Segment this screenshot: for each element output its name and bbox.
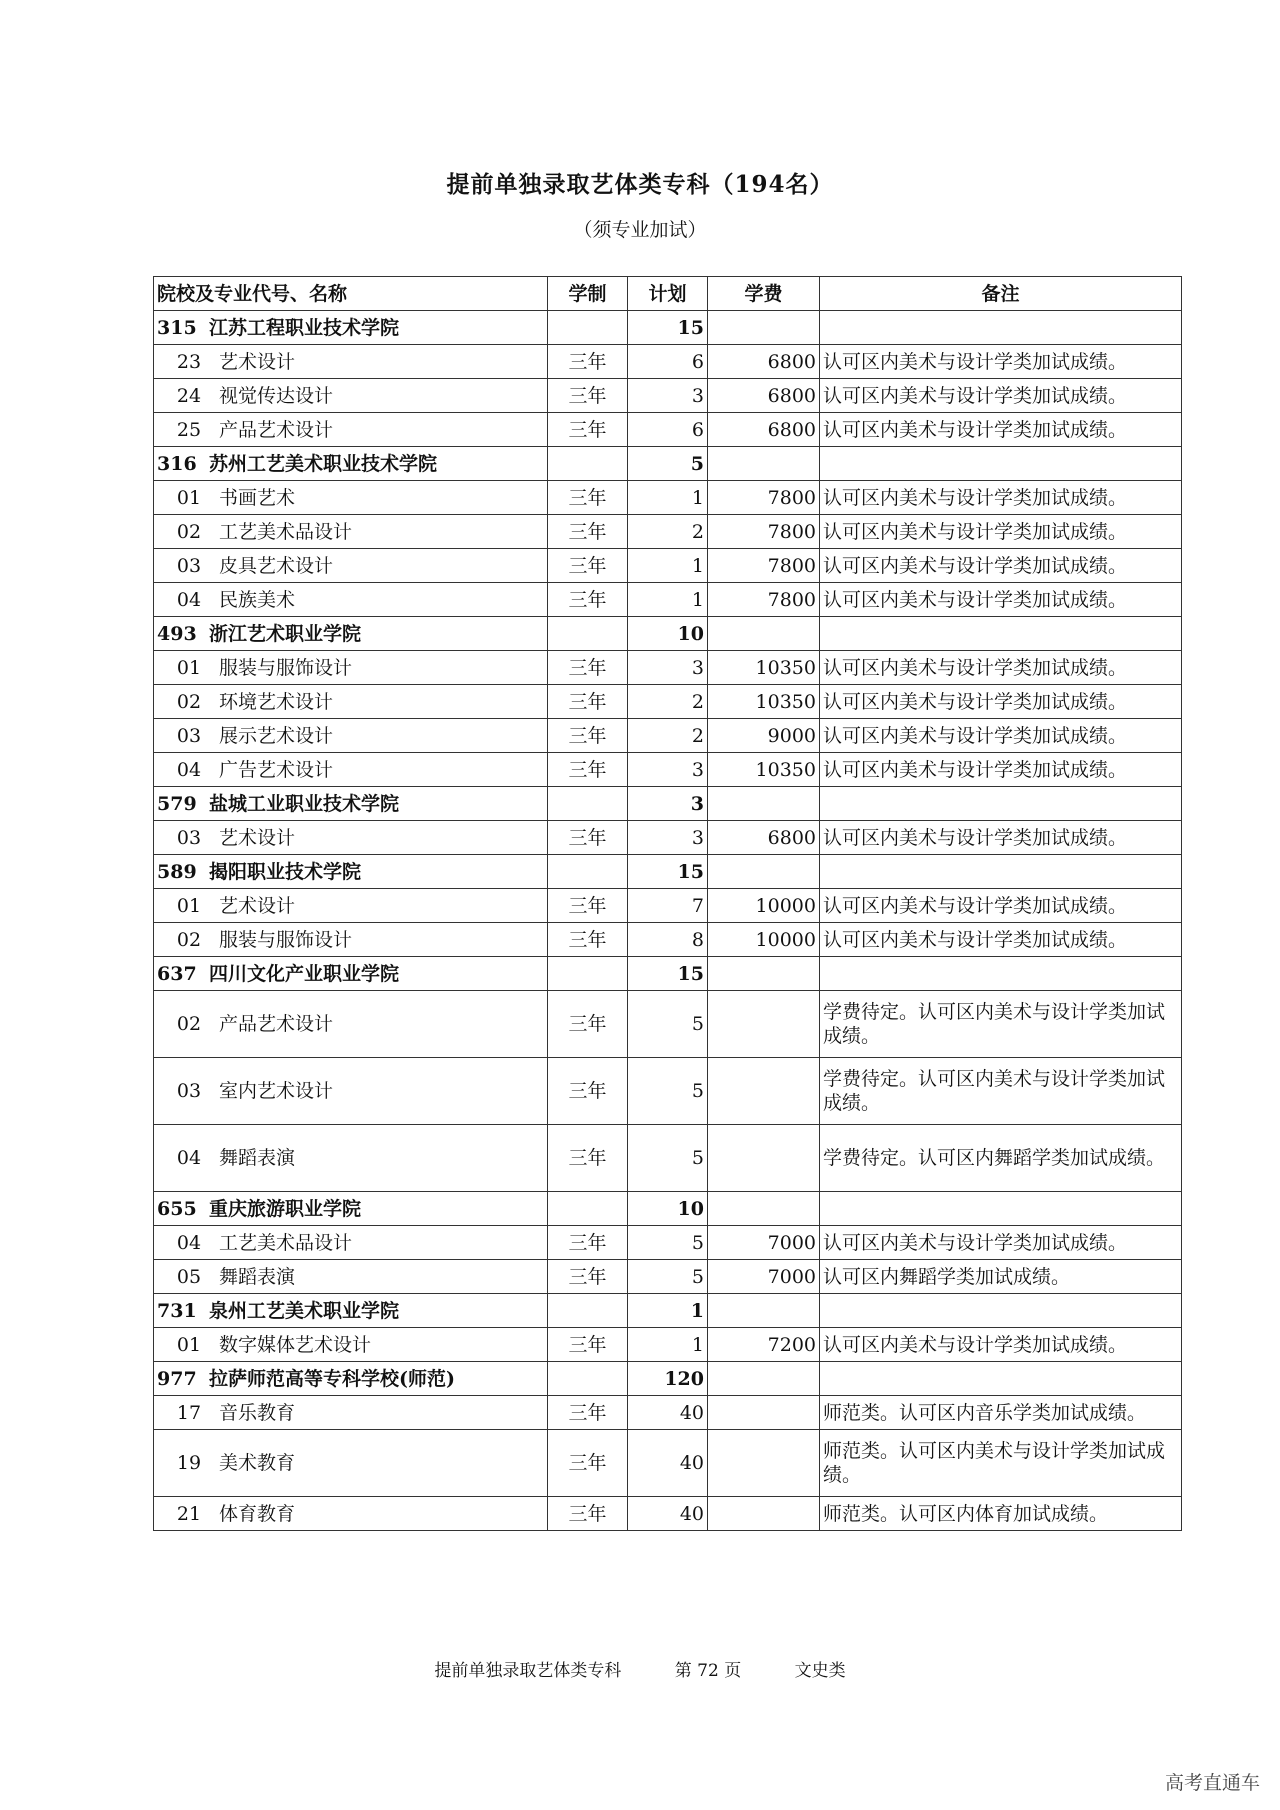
- major-code: 01: [176, 894, 202, 917]
- note-cell: 认可区内美术与设计学类加试成绩。: [820, 923, 1182, 957]
- name-cell: [154, 379, 548, 413]
- major-name: 音乐教育: [219, 1401, 296, 1424]
- note-cell: 师范类。认可区内音乐学类加试成绩。: [820, 1396, 1182, 1430]
- major-name: 书画艺术: [219, 486, 296, 509]
- fee-cell: 7800: [708, 481, 820, 515]
- major-row: [154, 379, 1182, 413]
- watermark: 高考直通车: [1164, 1772, 1260, 1794]
- school-row: [154, 311, 1182, 345]
- major-row: [154, 345, 1182, 379]
- school-code: 637: [157, 962, 197, 985]
- length-cell: 三年: [548, 1260, 628, 1294]
- plan-cell: 1: [628, 549, 708, 583]
- name-cell: [154, 447, 548, 481]
- plan-cell: 5: [628, 991, 708, 1058]
- fee-cell: 6800: [708, 821, 820, 855]
- major-name: 室内艺术设计: [219, 1080, 334, 1102]
- name-cell: [154, 1058, 548, 1125]
- major-code: 25: [176, 418, 202, 441]
- school-row: [154, 447, 1182, 481]
- major-name: 舞蹈表演: [219, 1265, 296, 1288]
- plan-cell: 15: [628, 855, 708, 889]
- major-row: [154, 413, 1182, 447]
- column-header-note: 备注: [820, 277, 1182, 311]
- name-cell: [154, 719, 548, 753]
- plan-cell: 2: [628, 685, 708, 719]
- length-cell: 三年: [548, 651, 628, 685]
- plan-cell: 6: [628, 413, 708, 447]
- school-row: [154, 1192, 1182, 1226]
- major-name: 皮具艺术设计: [219, 554, 334, 577]
- major-code: 03: [176, 724, 202, 747]
- length-cell: 三年: [548, 1058, 628, 1125]
- note-cell: 认可区内美术与设计学类加试成绩。: [820, 1328, 1182, 1362]
- note-cell: 认可区内美术与设计学类加试成绩。: [820, 685, 1182, 719]
- major-name: 舞蹈表演: [219, 1147, 296, 1169]
- table-body: [154, 311, 1182, 1531]
- fee-cell: [708, 447, 820, 481]
- note-cell: 认可区内美术与设计学类加试成绩。: [820, 515, 1182, 549]
- length-cell: 三年: [548, 1497, 628, 1531]
- plan-cell: 15: [628, 957, 708, 991]
- note-cell: [820, 447, 1182, 481]
- name-cell: [154, 481, 548, 515]
- plan-cell: 40: [628, 1396, 708, 1430]
- name-cell: [154, 1396, 548, 1430]
- plan-cell: 3: [628, 821, 708, 855]
- school-name: 揭阳职业技术学院: [209, 860, 362, 883]
- major-code: 01: [176, 1333, 202, 1356]
- school-code: 977: [157, 1367, 197, 1390]
- major-code: 02: [176, 690, 202, 713]
- length-cell: 三年: [548, 753, 628, 787]
- major-code: 01: [176, 486, 202, 509]
- major-code: 02: [176, 1013, 202, 1035]
- fee-cell: 10350: [708, 753, 820, 787]
- fee-cell: [708, 1125, 820, 1192]
- note-cell: [820, 787, 1182, 821]
- length-cell: 三年: [548, 1125, 628, 1192]
- note-cell: 学费待定。认可区内舞蹈学类加试成绩。: [820, 1125, 1182, 1192]
- name-cell: [154, 1192, 548, 1226]
- major-name: 艺术设计: [219, 350, 296, 373]
- major-code: 24: [176, 384, 202, 407]
- school-row: [154, 787, 1182, 821]
- column-header-fee: 学费: [708, 277, 820, 311]
- major-code: 01: [176, 656, 202, 679]
- name-cell: [154, 787, 548, 821]
- footer-section-label: 提前单独录取艺体类专科: [434, 1661, 622, 1681]
- note-cell: 认可区内美术与设计学类加试成绩。: [820, 413, 1182, 447]
- name-cell: [154, 957, 548, 991]
- length-cell: 三年: [548, 481, 628, 515]
- major-name: 民族美术: [219, 588, 296, 611]
- major-code: 02: [176, 928, 202, 951]
- name-cell: [154, 651, 548, 685]
- note-cell: 认可区内美术与设计学类加试成绩。: [820, 549, 1182, 583]
- table-header-row: [154, 277, 1182, 311]
- fee-cell: 10350: [708, 685, 820, 719]
- note-cell: 认可区内美术与设计学类加试成绩。: [820, 753, 1182, 787]
- fee-cell: [708, 1058, 820, 1125]
- name-cell: [154, 345, 548, 379]
- plan-cell: 120: [628, 1362, 708, 1396]
- name-cell: [154, 1125, 548, 1192]
- major-row: [154, 1260, 1182, 1294]
- major-row: [154, 1125, 1182, 1192]
- school-code: 316: [157, 452, 197, 475]
- plan-cell: 3: [628, 651, 708, 685]
- major-code: 03: [176, 554, 202, 577]
- length-cell: [548, 1362, 628, 1396]
- school-name: 泉州工艺美术职业学院: [209, 1299, 400, 1322]
- length-cell: [548, 1294, 628, 1328]
- school-code: 315: [157, 316, 197, 339]
- length-cell: 三年: [548, 413, 628, 447]
- name-cell: [154, 583, 548, 617]
- major-code: 03: [176, 826, 202, 849]
- fee-cell: [708, 1362, 820, 1396]
- note-cell: 认可区内美术与设计学类加试成绩。: [820, 889, 1182, 923]
- fee-cell: [708, 1396, 820, 1430]
- plan-cell: 5: [628, 447, 708, 481]
- fee-cell: 10000: [708, 889, 820, 923]
- plan-cell: 40: [628, 1430, 708, 1497]
- fee-cell: [708, 311, 820, 345]
- plan-cell: 8: [628, 923, 708, 957]
- fee-cell: [708, 1430, 820, 1497]
- length-cell: 三年: [548, 719, 628, 753]
- school-name: 江苏工程职业技术学院: [209, 316, 400, 339]
- note-cell: 学费待定。认可区内美术与设计学类加试成绩。: [820, 991, 1182, 1058]
- length-cell: [548, 957, 628, 991]
- plan-cell: 5: [628, 1058, 708, 1125]
- school-row: [154, 1294, 1182, 1328]
- major-row: [154, 923, 1182, 957]
- plan-cell: 2: [628, 719, 708, 753]
- school-row: [154, 617, 1182, 651]
- fee-cell: 10350: [708, 651, 820, 685]
- major-row: [154, 515, 1182, 549]
- major-row: [154, 481, 1182, 515]
- admission-table: [153, 276, 1182, 1531]
- plan-cell: 1: [628, 1328, 708, 1362]
- school-name: 拉萨师范高等专科学校(师范): [209, 1367, 455, 1390]
- page-title: 提前单独录取艺体类专科（194名）: [446, 171, 834, 198]
- school-name: 盐城工业职业技术学院: [209, 792, 400, 815]
- major-code: 02: [176, 520, 202, 543]
- note-cell: 师范类。认可区内美术与设计学类加试成绩。: [820, 1430, 1182, 1497]
- fee-cell: 7800: [708, 583, 820, 617]
- fee-cell: [708, 617, 820, 651]
- major-name: 展示艺术设计: [219, 724, 334, 747]
- note-cell: 认可区内美术与设计学类加试成绩。: [820, 345, 1182, 379]
- note-cell: [820, 1362, 1182, 1396]
- major-name: 艺术设计: [219, 894, 296, 917]
- plan-cell: 40: [628, 1497, 708, 1531]
- note-cell: [820, 1192, 1182, 1226]
- note-cell: 认可区内美术与设计学类加试成绩。: [820, 481, 1182, 515]
- length-cell: [548, 311, 628, 345]
- plan-cell: 5: [628, 1226, 708, 1260]
- plan-cell: 3: [628, 379, 708, 413]
- note-cell: [820, 311, 1182, 345]
- plan-cell: 2: [628, 515, 708, 549]
- note-cell: [820, 957, 1182, 991]
- note-cell: 师范类。认可区内体育加试成绩。: [820, 1497, 1182, 1531]
- school-code: 731: [157, 1299, 197, 1322]
- name-cell: [154, 1362, 548, 1396]
- name-cell: [154, 753, 548, 787]
- page-footer: [0, 1656, 1280, 1681]
- plan-cell: 3: [628, 787, 708, 821]
- plan-cell: 10: [628, 617, 708, 651]
- length-cell: [548, 617, 628, 651]
- name-cell: [154, 549, 548, 583]
- major-code: 19: [176, 1452, 202, 1474]
- fee-cell: 7800: [708, 515, 820, 549]
- school-row: [154, 957, 1182, 991]
- major-row: [154, 1058, 1182, 1125]
- name-cell: [154, 311, 548, 345]
- plan-cell: 5: [628, 1260, 708, 1294]
- school-row: [154, 855, 1182, 889]
- major-code: 04: [176, 1147, 202, 1169]
- plan-cell: 5: [628, 1125, 708, 1192]
- major-name: 工艺美术品设计: [219, 1231, 353, 1254]
- fee-cell: 6800: [708, 413, 820, 447]
- major-row: [154, 821, 1182, 855]
- fee-cell: [708, 855, 820, 889]
- length-cell: 三年: [548, 991, 628, 1058]
- fee-cell: [708, 1192, 820, 1226]
- major-row: [154, 889, 1182, 923]
- plan-cell: 10: [628, 1192, 708, 1226]
- length-cell: 三年: [548, 345, 628, 379]
- major-row: [154, 1430, 1182, 1497]
- major-name: 艺术设计: [219, 826, 296, 849]
- fee-cell: [708, 787, 820, 821]
- name-cell: [154, 855, 548, 889]
- major-name: 工艺美术品设计: [219, 520, 353, 543]
- fee-cell: [708, 991, 820, 1058]
- major-name: 产品艺术设计: [219, 1013, 334, 1035]
- fee-cell: 9000: [708, 719, 820, 753]
- note-cell: [820, 855, 1182, 889]
- note-cell: 认可区内美术与设计学类加试成绩。: [820, 821, 1182, 855]
- school-name: 重庆旅游职业学院: [209, 1197, 362, 1220]
- plan-cell: 15: [628, 311, 708, 345]
- name-cell: [154, 1226, 548, 1260]
- length-cell: 三年: [548, 549, 628, 583]
- name-cell: [154, 515, 548, 549]
- major-row: [154, 1226, 1182, 1260]
- note-cell: 认可区内美术与设计学类加试成绩。: [820, 651, 1182, 685]
- major-row: [154, 753, 1182, 787]
- note-cell: 认可区内舞蹈学类加试成绩。: [820, 1260, 1182, 1294]
- page-subtitle: （须专业加试）: [573, 219, 707, 241]
- major-code: 04: [176, 1231, 202, 1254]
- fee-cell: 10000: [708, 923, 820, 957]
- length-cell: [548, 1192, 628, 1226]
- major-name: 产品艺术设计: [219, 418, 334, 441]
- school-code: 493: [157, 622, 197, 645]
- school-row: [154, 1362, 1182, 1396]
- major-row: [154, 549, 1182, 583]
- major-code: 21: [176, 1502, 202, 1525]
- length-cell: 三年: [548, 1226, 628, 1260]
- school-name: 苏州工艺美术职业技术学院: [209, 452, 438, 475]
- major-row: [154, 1497, 1182, 1531]
- major-name: 服装与服饰设计: [219, 928, 353, 951]
- length-cell: 三年: [548, 1328, 628, 1362]
- major-name: 体育教育: [219, 1502, 296, 1525]
- column-header-plan: 计划: [628, 277, 708, 311]
- length-cell: 三年: [548, 889, 628, 923]
- school-code: 579: [157, 792, 197, 815]
- major-row: [154, 1328, 1182, 1362]
- name-cell: [154, 889, 548, 923]
- major-code: 04: [176, 588, 202, 611]
- fee-cell: 7200: [708, 1328, 820, 1362]
- name-cell: [154, 1430, 548, 1497]
- major-row: [154, 719, 1182, 753]
- plan-cell: 6: [628, 345, 708, 379]
- major-code: 03: [176, 1080, 202, 1102]
- fee-cell: 7000: [708, 1226, 820, 1260]
- column-header-name: 院校及专业代号、名称: [154, 277, 548, 311]
- length-cell: 三年: [548, 583, 628, 617]
- name-cell: [154, 1260, 548, 1294]
- major-name: 视觉传达设计: [219, 384, 334, 407]
- major-name: 环境艺术设计: [219, 690, 334, 713]
- fee-cell: 6800: [708, 379, 820, 413]
- length-cell: [548, 855, 628, 889]
- length-cell: 三年: [548, 1430, 628, 1497]
- major-code: 05: [176, 1265, 202, 1288]
- fee-cell: 7000: [708, 1260, 820, 1294]
- major-name: 数字媒体艺术设计: [219, 1333, 372, 1356]
- name-cell: [154, 1497, 548, 1531]
- major-code: 23: [176, 350, 202, 373]
- length-cell: 三年: [548, 685, 628, 719]
- note-cell: 认可区内美术与设计学类加试成绩。: [820, 583, 1182, 617]
- footer-page-number: 第 72 页: [674, 1661, 742, 1681]
- major-row: [154, 1396, 1182, 1430]
- note-cell: 认可区内美术与设计学类加试成绩。: [820, 379, 1182, 413]
- school-code: 655: [157, 1197, 197, 1220]
- name-cell: [154, 413, 548, 447]
- major-name: 美术教育: [219, 1452, 296, 1474]
- plan-cell: 1: [628, 481, 708, 515]
- length-cell: 三年: [548, 379, 628, 413]
- name-cell: [154, 1328, 548, 1362]
- major-row: [154, 685, 1182, 719]
- name-cell: [154, 685, 548, 719]
- major-row: [154, 651, 1182, 685]
- fee-cell: 7800: [708, 549, 820, 583]
- plan-cell: 1: [628, 583, 708, 617]
- major-row: [154, 583, 1182, 617]
- name-cell: [154, 617, 548, 651]
- length-cell: 三年: [548, 923, 628, 957]
- major-name: 服装与服饰设计: [219, 656, 353, 679]
- name-cell: [154, 923, 548, 957]
- school-name: 四川文化产业职业学院: [209, 962, 400, 985]
- fee-cell: [708, 1497, 820, 1531]
- school-code: 589: [157, 860, 197, 883]
- name-cell: [154, 1294, 548, 1328]
- major-code: 17: [176, 1401, 202, 1424]
- note-cell: 认可区内美术与设计学类加试成绩。: [820, 1226, 1182, 1260]
- column-header-length: 学制: [548, 277, 628, 311]
- major-row: [154, 991, 1182, 1058]
- fee-cell: [708, 957, 820, 991]
- note-cell: [820, 1294, 1182, 1328]
- fee-cell: [708, 1294, 820, 1328]
- plan-cell: 3: [628, 753, 708, 787]
- school-name: 浙江艺术职业学院: [209, 622, 362, 645]
- plan-cell: 1: [628, 1294, 708, 1328]
- note-cell: [820, 617, 1182, 651]
- major-name: 广告艺术设计: [219, 758, 334, 781]
- length-cell: [548, 447, 628, 481]
- length-cell: [548, 787, 628, 821]
- length-cell: 三年: [548, 1396, 628, 1430]
- length-cell: 三年: [548, 515, 628, 549]
- major-code: 04: [176, 758, 202, 781]
- name-cell: [154, 821, 548, 855]
- name-cell: [154, 991, 548, 1058]
- fee-cell: 6800: [708, 345, 820, 379]
- note-cell: 认可区内美术与设计学类加试成绩。: [820, 719, 1182, 753]
- note-cell: 学费待定。认可区内美术与设计学类加试成绩。: [820, 1058, 1182, 1125]
- footer-category: 文史类: [794, 1661, 846, 1681]
- length-cell: 三年: [548, 821, 628, 855]
- plan-cell: 7: [628, 889, 708, 923]
